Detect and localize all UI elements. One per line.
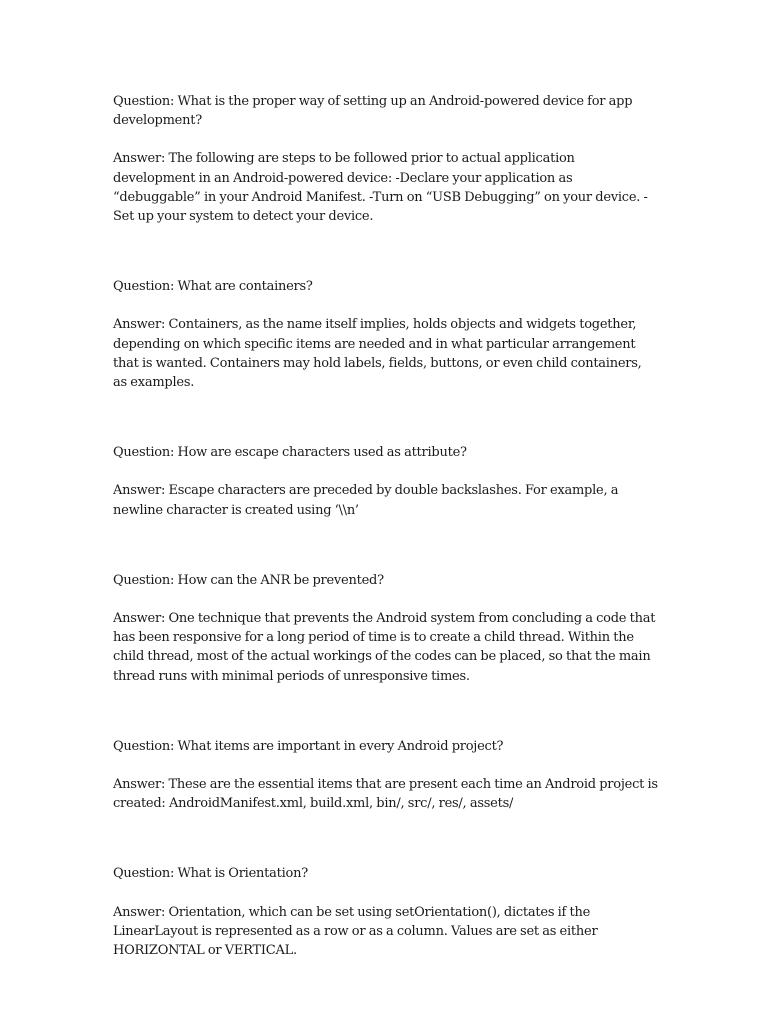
qa-item (113, 864, 658, 960)
question-text: Question: What is the proper way of setting up an Android-powered device for app development? (113, 94, 633, 129)
answer-text: Answer: Orientation, which can be set using setOrientation(), dictates if the LinearLayout is represented as a row or as a column. Values are set as either HORIZONTAL or VERTICAL. (113, 904, 598, 959)
question-text: Question: What is Orientation? (113, 866, 308, 882)
qa-item (113, 571, 658, 686)
question-text: Question: What are containers? (113, 279, 313, 295)
question-text: Question: How are escape characters used as attribute? (113, 445, 467, 461)
answer-text: Answer: Escape characters are preceded by double backslashes. For example, a newline character is created using ‘\\n’ (113, 483, 619, 518)
answer-text: Answer: One technique that prevents the Android system from concluding a code that has been responsive for a long period of time is to create a child thread. Within the child thread, most of the actual workings of the codes can be placed, so that the main thread runs with minimal periods of unresponsive times. (113, 611, 656, 684)
answer-text: Answer: Containers, as the name itself implies, holds objects and widgets together, depending on which specific items are needed and in what particular arrangement that is wanted. Containers may hold labels, fields, buttons, or even child containers, as examples. (113, 317, 642, 391)
qa-item (113, 277, 658, 392)
document-page (113, 92, 658, 960)
question-text: Question: How can the ANR be prevented? (113, 572, 384, 588)
question-text: Question: What items are important in every Android project? (113, 738, 504, 754)
qa-item (113, 92, 658, 226)
qa-item (113, 443, 658, 520)
qa-item (113, 737, 658, 814)
answer-text: Answer: These are the essential items that are present each time an Android project is created: AndroidManifest.xml, build.xml, bin/, src/, res/, assets/ (113, 777, 658, 812)
answer-text: Answer: The following are steps to be followed prior to actual application development in an Android-powered device: -Declare your application as “debuggable” in your Android Manifest. -Turn on “USB Debugging” on your device. -Set up your system to detect your device. (113, 151, 648, 225)
